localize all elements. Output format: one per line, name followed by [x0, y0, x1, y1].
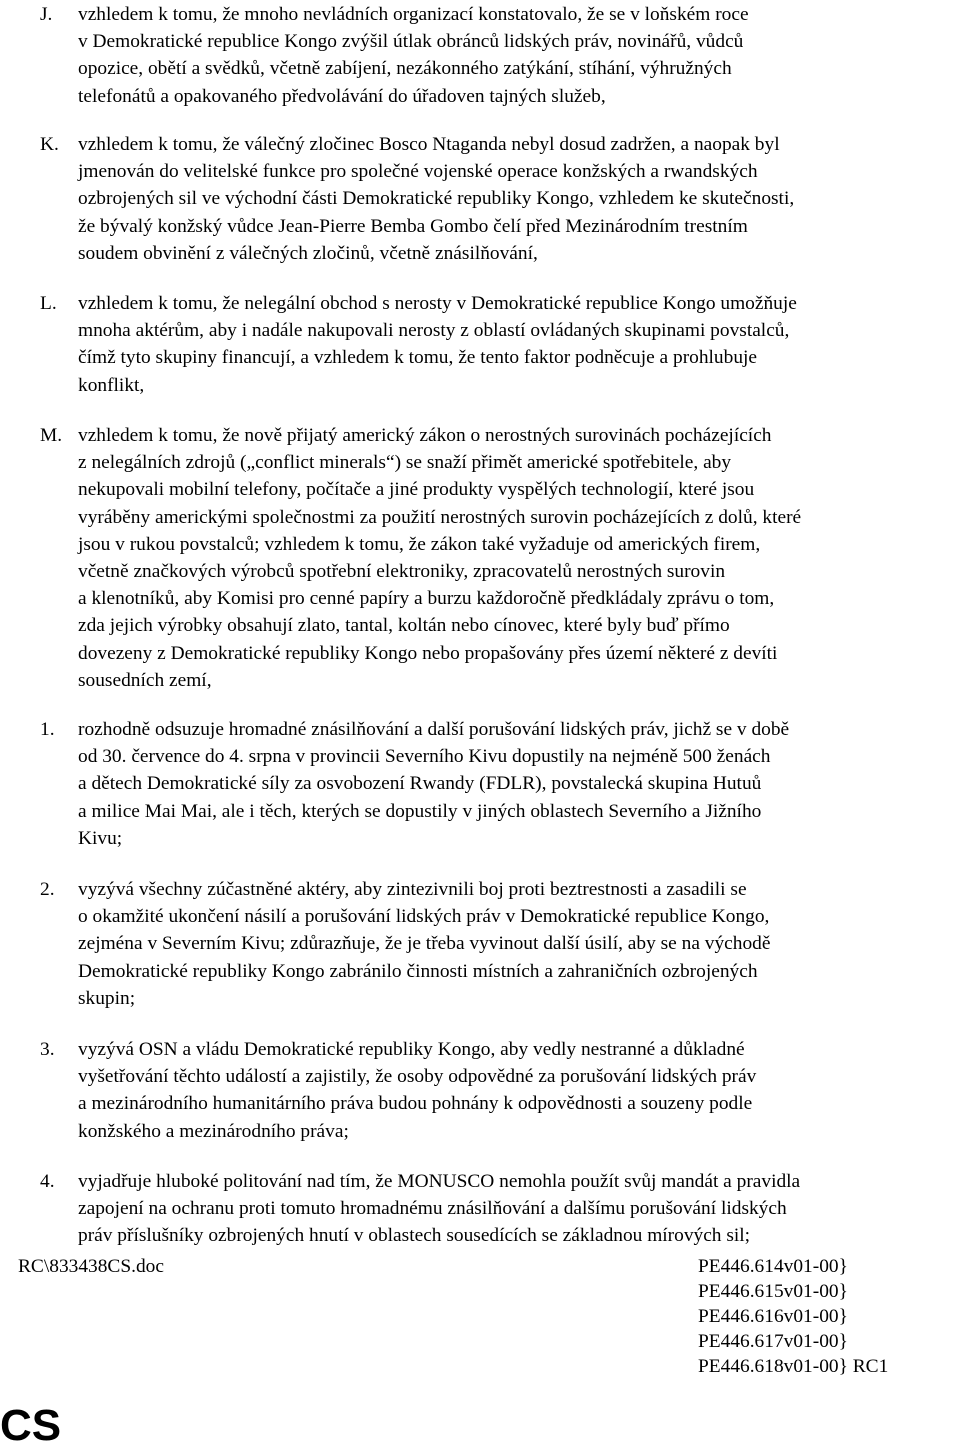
text-line: dovezeny z Demokratické republiky Kongo nebo propašovány přes území některé z devíti	[78, 642, 778, 664]
text-line: Demokratické republiky Kongo zabránilo činnosti místních a zahraničních ozbrojených	[78, 960, 758, 982]
text-line: vzhledem k tomu, že válečný zločinec Bosco Ntaganda nebyl dosud zadržen, a naopak byl	[78, 134, 780, 155]
text-line: z nelegálních zdrojů („conflict minerals“) se snaží přimět americké spotřebitele, aby	[78, 452, 732, 474]
text-line: a mezinárodního humanitárního práva budou pohnány k odpovědnosti a souzeny podle	[78, 1093, 753, 1115]
pe-reference: PE446.615v01-00}	[698, 1281, 848, 1302]
text-line: mnoha aktérům, aby i nadále nakupovali nerosty z oblastí ovládaných skupinami povstalců,	[78, 320, 790, 342]
clause-3	[0, 1036, 960, 1145]
text-line: práv příslušníky ozbrojených hnutí v oblastech sousedících se základnou mírových sil;	[78, 1225, 751, 1247]
recital-k	[0, 131, 960, 267]
recital-m	[0, 422, 960, 694]
paragraph-text	[78, 716, 958, 852]
text-line: zda jejich výrobky obsahují zlato, tantal, koltán nebo cínovec, které byly buď přímo	[78, 615, 730, 637]
paragraph-text	[78, 1036, 958, 1145]
paragraph-marker: M.	[40, 425, 63, 446]
text-line: soudem obvinění z válečných zločinů, včetně znásilňování,	[78, 242, 538, 264]
text-line: konflikt,	[78, 374, 145, 396]
paragraph-marker: L.	[40, 293, 57, 314]
pe-reference: PE446.616v01-00}	[698, 1306, 848, 1327]
text-line: nekupovali mobilní telefony, počítače a jiné produkty vyspělých technologií, které jsou	[78, 479, 755, 501]
text-line: opozice, obětí a svědků, včetně zabíjení, nezákonného zatýkání, stíhání, výhružných	[78, 58, 732, 80]
text-line: že bývalý konžský vůdce Jean-Pierre Bemba Gombo čelí před Mezinárodním trestním	[78, 215, 748, 237]
text-line: a dětech Demokratické síly za osvobození Rwandy (FDLR), povstalecká skupina Hutuů	[78, 773, 762, 795]
text-line: telefonátů a opakovaného předvolávání do úřadoven tajných služeb,	[78, 85, 606, 107]
text-line: čímž tyto skupiny financují, a vzhledem k tomu, že tento faktor podněcuje a prohlubuje	[78, 347, 758, 369]
text-line: vyzývá všechny zúčastněné aktéry, aby zintezivnili boj proti beztrestnosti a zasadili se	[78, 879, 747, 900]
paragraph-marker: 4.	[40, 1171, 55, 1192]
paragraph-text	[78, 1, 958, 110]
clause-2	[0, 876, 960, 1012]
footer-doc-reference: RC\833438CS.doc	[18, 1256, 164, 1277]
text-line: od 30. července do 4. srpna v provincii Severního Kivu dopustily na nejméně 500 ženách	[78, 746, 771, 768]
paragraph-text	[78, 876, 958, 1012]
paragraph-marker: K.	[40, 134, 59, 155]
language-code: CS	[0, 1401, 62, 1450]
paragraph-marker: 3.	[40, 1039, 55, 1060]
text-line: ozbrojených sil ve východní části Demokratické republiky Kongo, vzhledem ke skutečnosti,	[78, 188, 795, 210]
paragraph-text	[78, 290, 958, 399]
clause-4	[0, 1168, 960, 1250]
text-line: včetně značkových výrobců spotřební elektroniky, zpracovatelů nerostných surovin	[78, 561, 726, 583]
footer-pe-references	[698, 1254, 888, 1379]
clause-1	[0, 716, 960, 852]
paragraph-marker: 1.	[40, 719, 55, 740]
text-line: vyšetřování těchto událostí a zajistily, že osoby odpovědné za porušování lidských práv	[78, 1066, 757, 1088]
text-line: vyjadřuje hluboké politování nad tím, že MONUSCO nemohla použít svůj mandát a pravidla	[78, 1171, 801, 1192]
text-line: vzhledem k tomu, že nelegální obchod s nerosty v Demokratické republice Kongo umožňuje	[78, 293, 797, 314]
paragraph-text	[78, 131, 958, 267]
pe-reference: PE446.618v01-00} RC1	[698, 1356, 889, 1377]
text-line: o okamžité ukončení násilí a porušování lidských práv v Demokratické republice Kongo,	[78, 906, 770, 928]
paragraph-text	[78, 422, 958, 694]
paragraph-marker: J.	[40, 4, 53, 25]
text-line: Kivu;	[78, 827, 123, 849]
pe-reference: PE446.617v01-00}	[698, 1331, 848, 1352]
recital-j	[0, 1, 960, 110]
text-line: a klenotníků, aby Komisi pro cenné papíry a burzu každoročně předkládaly zprávu o tom,	[78, 588, 775, 610]
paragraph-text	[78, 1168, 958, 1250]
text-line: jsou v rukou povstalců; vzhledem k tomu, že zákon také vyžaduje od amerických firem,	[78, 533, 761, 555]
text-line: a milice Mai Mai, ale i těch, kterých se dopustily v jiných oblastech Severního a Jižního	[78, 800, 762, 822]
text-line: konžského a mezinárodního práva;	[78, 1120, 349, 1142]
text-line: rozhodně odsuzuje hromadné znásilňování a další porušování lidských práv, jichž se v době	[78, 719, 790, 740]
text-line: v Demokratické republice Kongo zvýšil útlak obránců lidských práv, novinářů, vůdců	[78, 31, 744, 53]
pe-reference: PE446.614v01-00}	[698, 1256, 848, 1277]
text-line: zejména v Severním Kivu; zdůrazňuje, že je třeba vyvinout další úsilí, aby se na východě	[78, 933, 771, 955]
text-line: vyzývá OSN a vládu Demokratické republiky Kongo, aby vedly nestranné a důkladné	[78, 1039, 745, 1060]
text-line: sousedních zemí,	[78, 669, 212, 691]
text-line: vzhledem k tomu, že nově přijatý americký zákon o nerostných surovinách pocházejících	[78, 425, 772, 446]
paragraph-marker: 2.	[40, 879, 55, 900]
text-line: jmenován do velitelské funkce pro společné vojenské operace konžských a rwandských	[78, 161, 758, 183]
text-line: vyráběny americkými společnostmi za použití nerostných surovin pocházejících z dolů, které	[78, 506, 802, 528]
recital-l	[0, 290, 960, 399]
text-line: zapojení na ochranu proti tomuto hromadnému znásilňování a dalšímu porušování lidských	[78, 1198, 787, 1220]
text-line: vzhledem k tomu, že mnoho nevládních organizací konstatovalo, že se v loňském roce	[78, 4, 749, 25]
text-line: skupin;	[78, 987, 136, 1009]
